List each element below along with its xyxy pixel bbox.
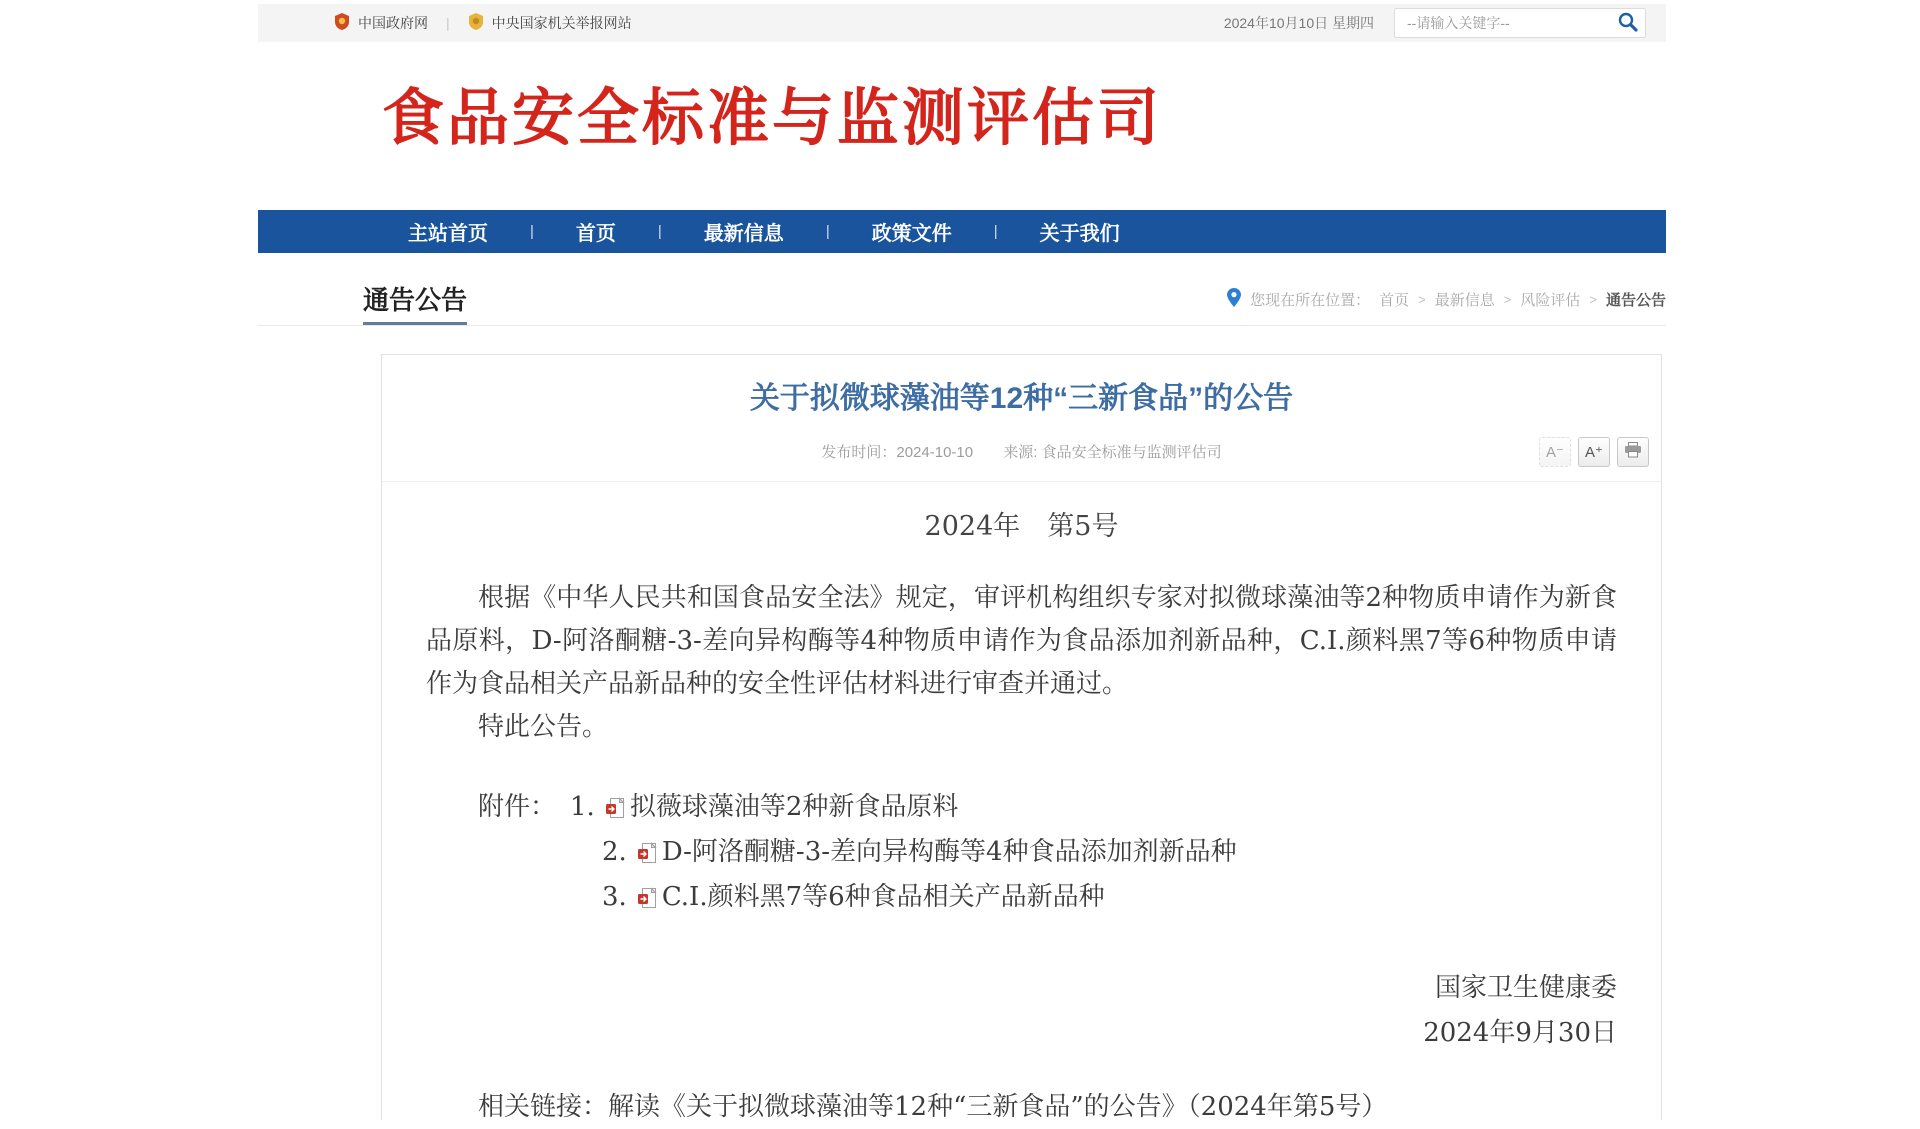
- attachments: [426, 785, 1617, 920]
- nav-item-home[interactable]: 首页: [575, 223, 616, 245]
- related-link[interactable]: 解读《关于拟微球藻油等12种“三新食品”的公告》（2024年第5号）: [608, 1092, 1388, 1122]
- article-meta: [382, 437, 1661, 469]
- font-decrease-button[interactable]: A⁻: [1539, 437, 1571, 467]
- source-value: 食品安全标准与监测评估司: [1041, 444, 1222, 461]
- publish-time-label: 发布时间：2024-10-10: [821, 444, 974, 461]
- attachments-label: 附件：: [478, 792, 557, 822]
- attachment-number: 3.: [602, 882, 627, 912]
- body-paragraph-2: 特此公告。: [478, 712, 609, 742]
- attachment-number: 2.: [602, 837, 627, 867]
- nav-separator: |: [993, 223, 998, 240]
- search-input[interactable]: [1405, 14, 1617, 32]
- search-icon: [1617, 11, 1639, 36]
- printer-icon: [1624, 442, 1642, 462]
- topbar-right: [1224, 8, 1646, 38]
- print-button[interactable]: [1617, 437, 1649, 467]
- search-button[interactable]: [1617, 11, 1639, 36]
- attachment-link-3[interactable]: C.I.颜料黑7等6种食品相关产品新品种: [661, 882, 1105, 912]
- signature-block: [426, 966, 1617, 1056]
- attachment-row: [426, 830, 1617, 875]
- search-box[interactable]: [1394, 8, 1646, 38]
- breadcrumb-separator: >: [1589, 292, 1597, 307]
- nav-separator: |: [825, 223, 830, 240]
- breadcrumb-link-latest-news[interactable]: 最新信息: [1434, 292, 1495, 309]
- gov-site-link[interactable]: 中国政府网: [358, 15, 428, 31]
- nav-item-policy-documents[interactable]: 政策文件: [871, 223, 952, 245]
- location-pin-icon: [1227, 288, 1241, 311]
- attachment-number: 1.: [570, 792, 595, 822]
- top-utility-bar: [258, 4, 1666, 42]
- breadcrumb-link-risk-assessment[interactable]: 风险评估: [1520, 292, 1581, 309]
- main-nav: [258, 210, 1666, 253]
- breadcrumb-prefix: 您现在所在位置：: [1250, 292, 1371, 309]
- section-title: 通告公告: [363, 287, 467, 325]
- body-paragraph-1: 根据《中华人民共和国食品安全法》规定，审评机构组织专家对拟微球藻油等2种物质申请作为新食品原料，D-阿洛酮糖-3-差向异构酶等4种物质申请作为食品添加剂新品种，C.I.颜料黑7等6种物质申请作为食品相关产品新品种的安全性评估材料进行审查并通过。: [426, 583, 1617, 699]
- attachment-row: [426, 875, 1617, 920]
- report-site-link[interactable]: 中央国家机关举报网站: [491, 15, 632, 31]
- nav-separator: |: [657, 223, 662, 240]
- article-title: 关于拟微球藻油等12种“三新食品”的公告: [749, 382, 1294, 415]
- breadcrumb-link-home[interactable]: 首页: [1379, 292, 1410, 309]
- header-divider: [382, 481, 1661, 482]
- section-row: [258, 276, 1666, 326]
- breadcrumb-current: 通告公告: [1605, 292, 1666, 309]
- attachment-doc-icon: [605, 797, 625, 819]
- related-links: [426, 1086, 1617, 1129]
- nav-item-main-site[interactable]: 主站首页: [408, 223, 488, 245]
- document-number: 2024年 第5号: [924, 511, 1119, 542]
- attachment-link-1[interactable]: 拟薇球藻油等2种新食品原料: [629, 792, 959, 822]
- source: 来源: 食品安全标准与监测评估司: [1003, 444, 1222, 461]
- site-title: 食品安全标准与监测评估司: [382, 84, 1163, 153]
- gov-emblem-icon: [334, 13, 350, 33]
- publish-date: 2024-10-10: [896, 444, 974, 461]
- article-card: [381, 354, 1662, 1120]
- current-date: 2024年10月10日 星期四: [1223, 15, 1374, 31]
- attachment-doc-icon: [637, 887, 657, 909]
- signature-org: 国家卫生健康委: [1434, 973, 1617, 1003]
- nav-separator: |: [530, 223, 534, 240]
- breadcrumb-separator: >: [1418, 292, 1426, 307]
- signature-date: 2024年9月30日: [1423, 1018, 1617, 1048]
- font-increase-button[interactable]: A⁺: [1578, 437, 1610, 467]
- nav-item-about-us[interactable]: 关于我们: [1039, 223, 1120, 245]
- attachment-link-2[interactable]: D-阿洛酮糖-3-差向异构酶等4种食品添加剂新品种: [661, 837, 1237, 867]
- article-tools: [1539, 437, 1649, 467]
- breadcrumb: [1227, 288, 1666, 325]
- related-links-label: 相关链接：: [478, 1092, 609, 1122]
- attachment-doc-icon: [637, 842, 657, 864]
- top-links: [334, 13, 632, 33]
- nav-item-latest-news[interactable]: 最新信息: [703, 223, 784, 245]
- attachment-row: [426, 785, 1617, 830]
- article-body: [426, 577, 1617, 749]
- topbar-separator: |: [446, 15, 450, 31]
- report-emblem-icon: [468, 13, 484, 33]
- breadcrumb-separator: >: [1503, 292, 1512, 307]
